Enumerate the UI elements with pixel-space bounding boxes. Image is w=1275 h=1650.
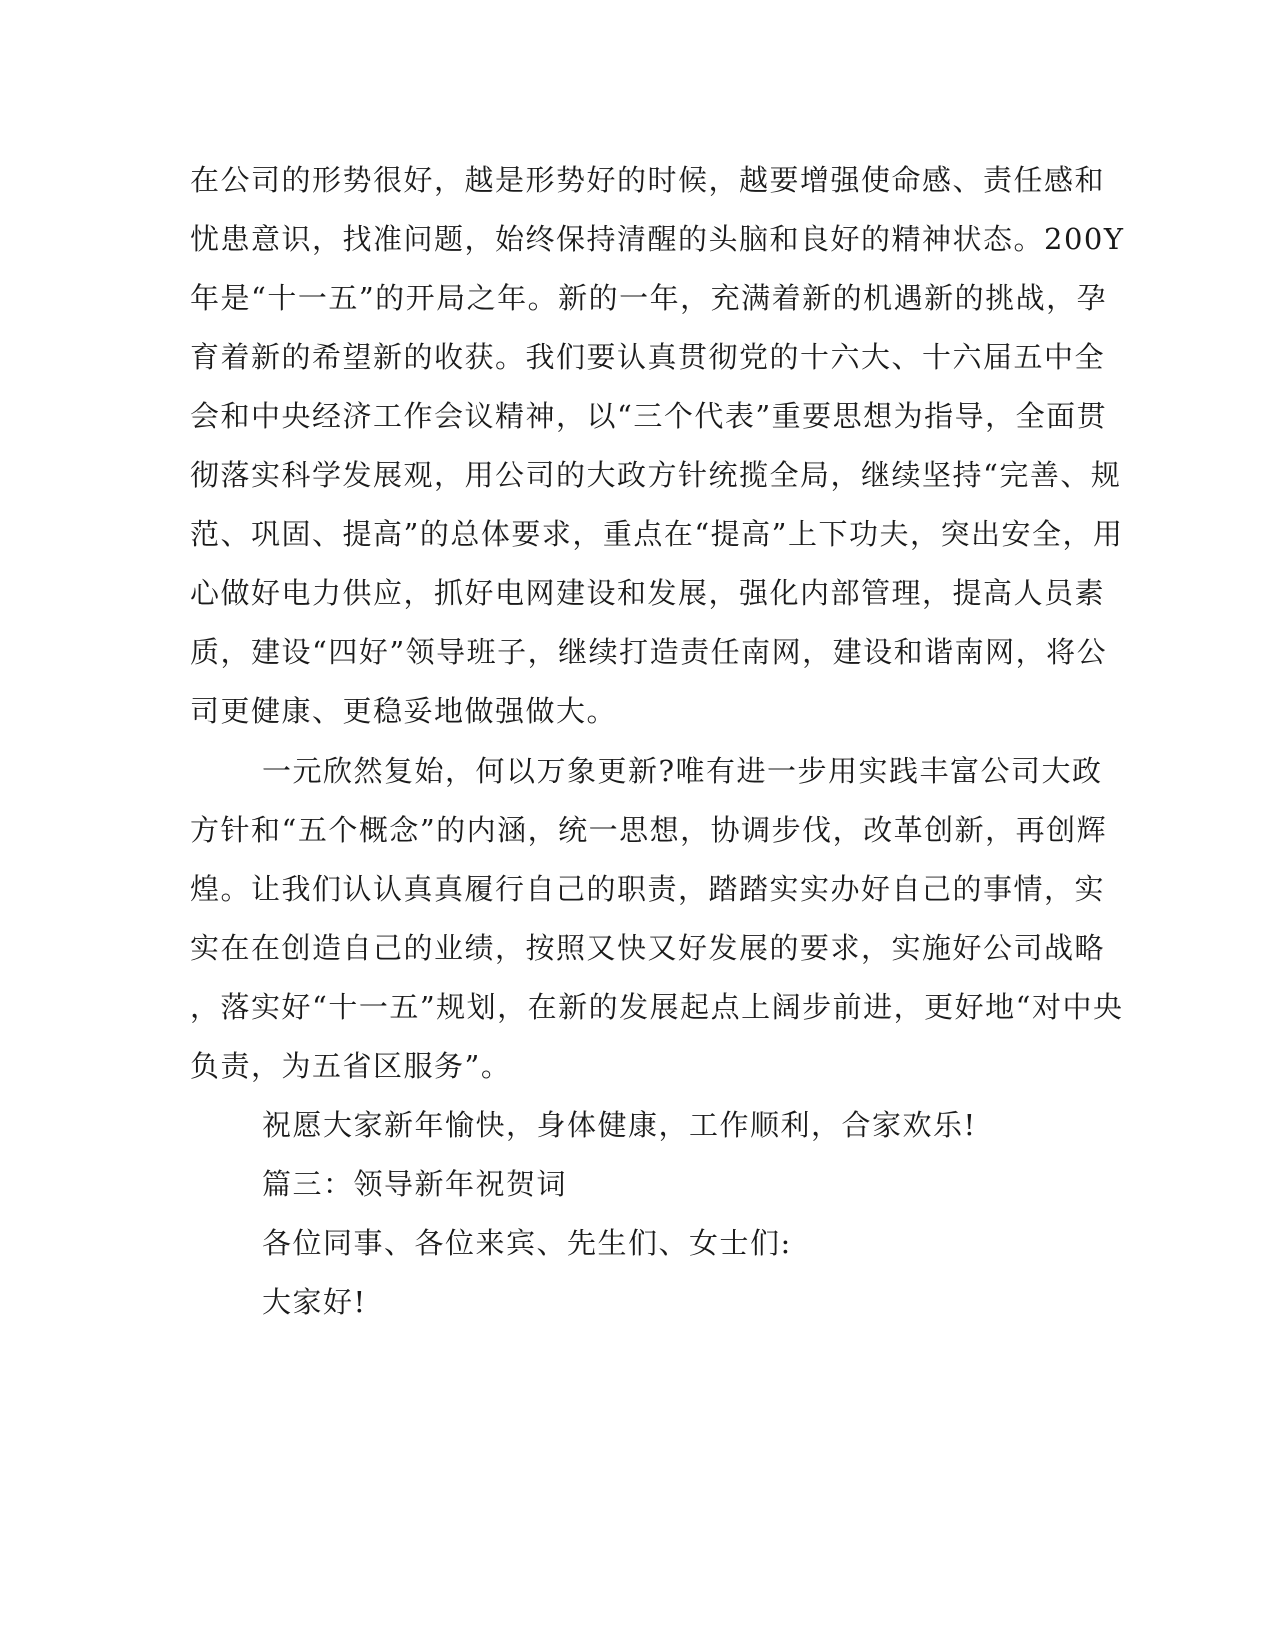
paragraph-line: 司更健康、更稳妥地做强做大。 <box>190 694 618 728</box>
paragraph-line: 彻落实科学发展观，用公司的大政方针统揽全局，继续坚持“完善、规 <box>190 458 1122 492</box>
paragraph-line: 质，建设“四好”领导班子，继续打造责任南网，建设和谐南网，将公 <box>190 635 1108 669</box>
paragraph-line: 心做好电力供应，抓好电网建设和发展，强化内部管理，提高人员素 <box>190 576 1106 610</box>
paragraph-line: 煌。让我们认认真真履行自己的职责，踏踏实实办好自己的事情，实 <box>190 872 1106 906</box>
paragraph-line: 范、巩固、提高”的总体要求，重点在“提高”上下功夫，突出安全，用 <box>190 517 1124 551</box>
paragraph-line: 在公司的形势很好，越是形势好的时候，越要增强使命感、责任感和 <box>190 163 1106 197</box>
paragraph-line: 育着新的希望新的收获。我们要认真贯彻党的十六大、十六届五中全 <box>190 340 1106 374</box>
paragraph-line: 方针和“五个概念”的内涵，统一思想，协调步伐，改革创新，再创辉 <box>190 813 1108 847</box>
paragraph-line: 实在在创造自己的业绩，按照又快又好发展的要求，实施好公司战略 <box>190 931 1106 965</box>
paragraph-line: 祝愿大家新年愉快，身体健康，工作顺利，合家欢乐! <box>262 1108 977 1142</box>
section-heading: 篇三：领导新年祝贺词 <box>262 1167 568 1201</box>
paragraph-line: 会和中央经济工作会议精神，以“三个代表”重要思想为指导，全面贯 <box>190 399 1108 433</box>
paragraph-line: 年是“十一五”的开局之年。新的一年，充满着新的机遇新的挑战，孕 <box>190 281 1108 315</box>
paragraph-line: ，落实好“十一五”规划，在新的发展起点上阔步前进，更好地“对中央 <box>190 990 1124 1024</box>
paragraph-line: 一元欣然复始，何以万象更新?唯有进一步用实践丰富公司大政 <box>262 754 1103 788</box>
salutation-line: 各位同事、各位来宾、先生们、女士们: <box>262 1226 792 1260</box>
paragraph-line: 负责，为五省区服务”。 <box>190 1049 512 1083</box>
greeting-line: 大家好! <box>262 1285 367 1319</box>
paragraph-line: 忧患意识，找准问题，始终保持清醒的头脑和良好的精神状态。200Y <box>190 222 1125 256</box>
